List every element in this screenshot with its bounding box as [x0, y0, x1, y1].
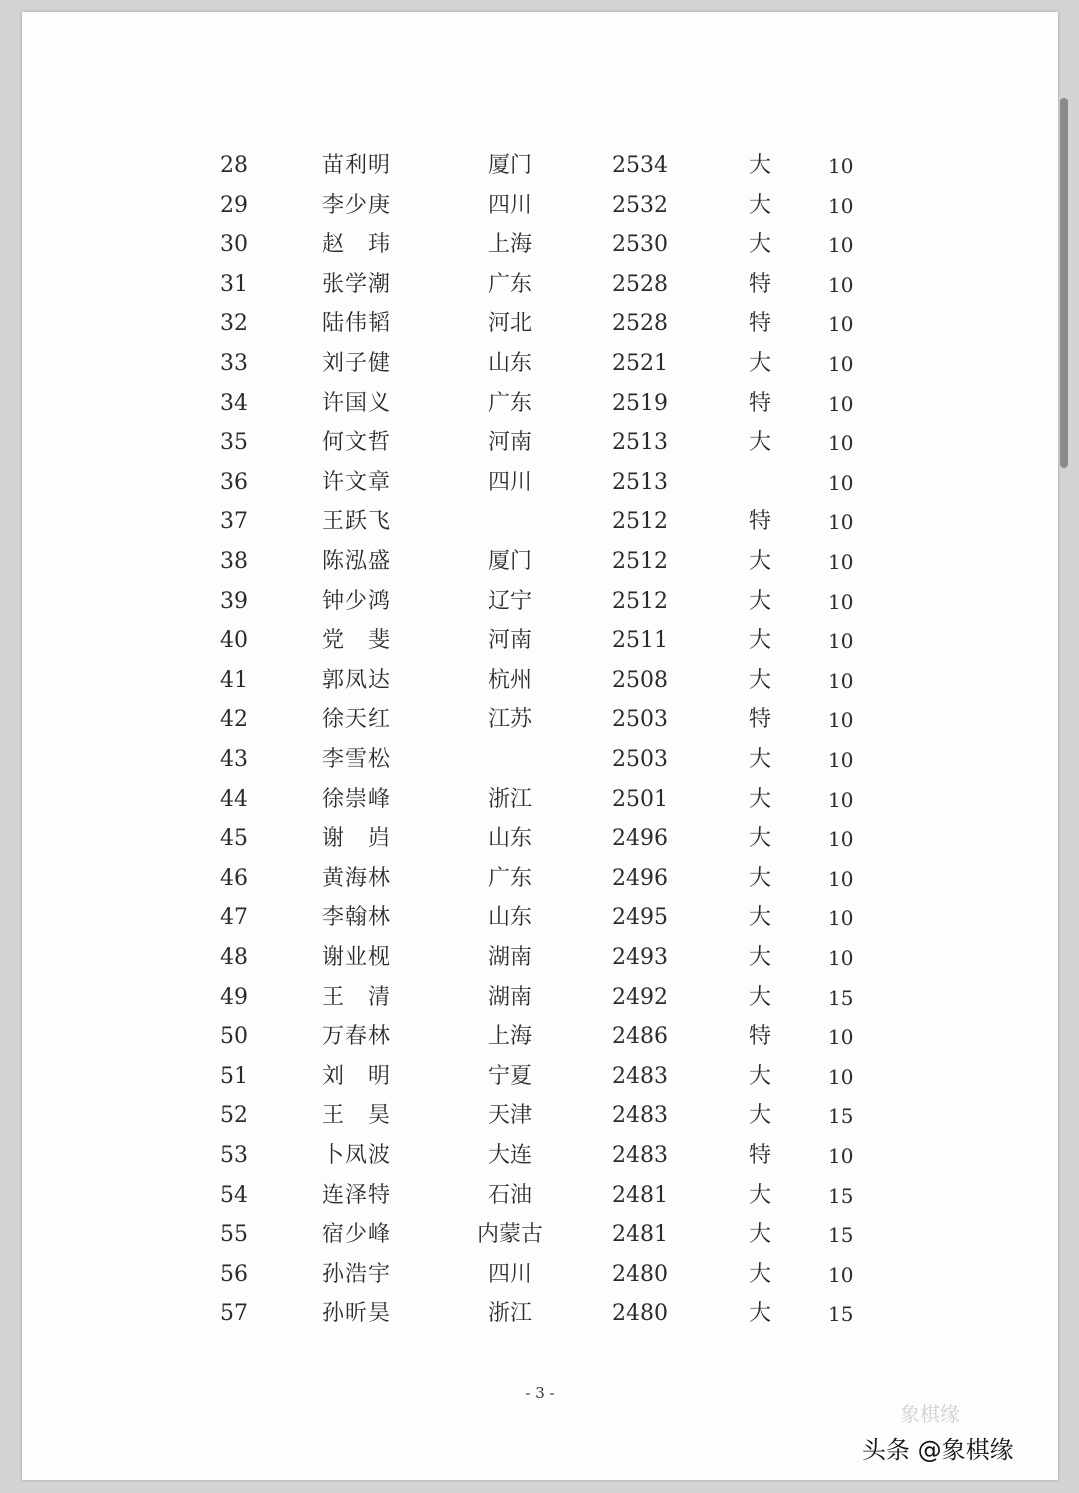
table-row — [22, 346, 1058, 382]
k-factor: 10 — [828, 589, 854, 614]
player-rating: 2481 — [612, 1182, 668, 1208]
player-title: 大 — [748, 826, 771, 852]
player-name: 刘子健 — [322, 351, 392, 376]
player-rating: 2483 — [612, 1143, 668, 1168]
player-region: 广东 — [487, 390, 532, 416]
player-rating: 2480 — [612, 1301, 668, 1327]
player-region: 湖南 — [487, 945, 532, 970]
player-region: 广东 — [487, 271, 532, 297]
k-factor: 15 — [828, 1104, 854, 1129]
player-rating: 2483 — [612, 1063, 668, 1089]
table-row — [22, 1296, 1058, 1332]
player-rating: 2496 — [612, 865, 668, 891]
player-rating: 2486 — [612, 1024, 668, 1050]
player-region: 广东 — [487, 865, 532, 891]
table-row — [22, 584, 1058, 620]
table-row — [22, 861, 1058, 897]
row-number: 55 — [220, 1222, 248, 1248]
row-number: 46 — [220, 865, 248, 891]
player-region: 四川 — [487, 1261, 532, 1287]
player-region: 四川 — [487, 469, 532, 495]
row-number: 57 — [220, 1301, 248, 1327]
row-number: 49 — [220, 984, 248, 1010]
player-name: 徐天红 — [322, 707, 392, 733]
row-number: 39 — [220, 588, 248, 614]
player-name: 张学潮 — [322, 271, 392, 297]
page-number: - 3 - — [525, 1384, 555, 1402]
player-rating: 2528 — [612, 271, 668, 297]
player-rating: 2528 — [612, 311, 668, 337]
player-name: 何文哲 — [322, 430, 392, 456]
row-number: 56 — [220, 1261, 248, 1287]
table-row — [22, 188, 1058, 224]
player-region: 江苏 — [487, 707, 532, 733]
player-region: 内蒙古 — [476, 1222, 543, 1248]
row-number: 37 — [220, 509, 248, 535]
table-row — [22, 980, 1058, 1016]
player-name: 李翰林 — [322, 905, 392, 931]
player-title: 大 — [748, 1301, 771, 1327]
player-region: 大连 — [487, 1143, 532, 1168]
k-factor: 10 — [828, 787, 854, 812]
table-row — [22, 821, 1058, 857]
table-row — [22, 702, 1058, 738]
player-title: 特 — [748, 707, 771, 733]
document-page — [22, 12, 1058, 1480]
player-name: 谢业枧 — [322, 945, 392, 970]
player-name: 苗利明 — [322, 153, 392, 178]
row-number: 52 — [220, 1103, 248, 1129]
row-number: 40 — [220, 628, 248, 654]
k-factor: 10 — [828, 510, 854, 535]
player-rating: 2512 — [612, 588, 668, 614]
player-region: 山东 — [487, 351, 532, 376]
player-title: 大 — [748, 984, 771, 1010]
player-title: 大 — [748, 588, 771, 614]
player-name: 王 清 — [322, 984, 392, 1010]
k-factor: 10 — [828, 431, 854, 456]
player-rating: 2508 — [612, 667, 668, 693]
row-number: 28 — [220, 153, 248, 178]
player-name: 谢 岿 — [322, 826, 392, 852]
player-region: 厦门 — [487, 549, 532, 574]
player-name: 钟少鸿 — [322, 588, 392, 614]
k-factor: 10 — [828, 906, 854, 931]
table-row — [22, 1059, 1058, 1095]
table-row — [22, 227, 1058, 263]
player-title: 特 — [748, 311, 771, 337]
player-region: 杭州 — [487, 667, 532, 693]
player-region: 浙江 — [487, 1301, 532, 1327]
player-region: 河北 — [487, 311, 532, 337]
table-row — [22, 1019, 1058, 1055]
player-name: 卜凤波 — [322, 1143, 392, 1168]
player-region: 河南 — [487, 430, 532, 456]
k-factor: 10 — [828, 391, 854, 416]
table-row — [22, 148, 1058, 184]
table-row — [22, 1257, 1058, 1293]
k-factor: 10 — [828, 233, 854, 258]
k-factor: 10 — [828, 154, 854, 178]
row-number: 32 — [220, 311, 248, 337]
player-rating: 2481 — [612, 1222, 668, 1248]
k-factor: 10 — [828, 352, 854, 376]
player-rating: 2503 — [612, 707, 668, 733]
rating-table — [22, 12, 1058, 1480]
player-title: 大 — [748, 786, 771, 812]
row-number: 44 — [220, 786, 248, 812]
row-number: 42 — [220, 707, 248, 733]
k-factor: 10 — [828, 748, 854, 772]
table-row — [22, 504, 1058, 540]
row-number: 33 — [220, 351, 248, 376]
player-name: 陈泓盛 — [322, 549, 392, 574]
player-name: 赵 玮 — [322, 232, 392, 258]
player-rating: 2495 — [612, 905, 668, 931]
player-rating: 2503 — [612, 747, 668, 772]
row-number: 36 — [220, 469, 248, 495]
player-region: 山东 — [487, 826, 532, 852]
player-title: 特 — [748, 271, 771, 297]
row-number: 31 — [220, 271, 248, 297]
player-name: 万春林 — [322, 1024, 392, 1050]
player-name: 连泽特 — [322, 1182, 392, 1208]
table-row — [22, 544, 1058, 580]
k-factor: 10 — [828, 312, 854, 337]
player-rating: 2483 — [612, 1103, 668, 1129]
k-factor: 15 — [828, 1223, 854, 1248]
player-region: 上海 — [487, 1024, 532, 1050]
player-name: 徐崇峰 — [322, 786, 392, 812]
player-title: 大 — [748, 232, 771, 258]
player-title: 大 — [748, 153, 771, 178]
player-region: 上海 — [487, 232, 532, 258]
player-title: 特 — [748, 1024, 771, 1050]
player-name: 陆伟韬 — [322, 311, 392, 337]
player-rating: 2512 — [612, 549, 668, 574]
player-region: 辽宁 — [487, 588, 532, 614]
player-title: 大 — [748, 351, 771, 376]
player-rating: 2519 — [612, 390, 668, 416]
faint-watermark: 象棋缘 — [900, 1402, 960, 1426]
row-number: 53 — [220, 1143, 248, 1168]
k-factor: 10 — [828, 866, 854, 891]
player-rating: 2513 — [612, 430, 668, 456]
player-name: 孙昕昊 — [322, 1301, 392, 1327]
player-name: 李少庚 — [322, 192, 392, 218]
k-factor: 10 — [828, 827, 854, 852]
k-factor: 10 — [828, 272, 854, 297]
table-row — [22, 1098, 1058, 1134]
player-title: 大 — [748, 1261, 771, 1287]
player-name: 许文章 — [322, 469, 392, 495]
k-factor: 10 — [828, 470, 854, 495]
player-title: 大 — [748, 1222, 771, 1248]
player-rating: 2512 — [612, 509, 668, 535]
k-factor: 15 — [828, 1302, 854, 1327]
player-title: 大 — [748, 1182, 771, 1208]
player-title: 大 — [748, 945, 771, 970]
source-watermark: 头条 @象棋缘 — [862, 1436, 1014, 1464]
player-rating: 2532 — [612, 192, 668, 218]
table-row — [22, 940, 1058, 976]
player-rating: 2513 — [612, 469, 668, 495]
table-row — [22, 386, 1058, 422]
row-number: 51 — [220, 1063, 248, 1089]
k-factor: 10 — [828, 946, 854, 970]
player-title: 大 — [748, 430, 771, 456]
k-factor: 10 — [828, 708, 854, 733]
k-factor: 10 — [828, 193, 854, 218]
row-number: 45 — [220, 826, 248, 852]
player-title: 大 — [748, 1063, 771, 1089]
player-region: 山东 — [487, 905, 532, 931]
k-factor: 15 — [828, 1183, 854, 1208]
player-rating: 2480 — [612, 1261, 668, 1287]
player-rating: 2530 — [612, 232, 668, 258]
table-row — [22, 1138, 1058, 1174]
table-row — [22, 742, 1058, 778]
player-name: 孙浩宇 — [322, 1261, 392, 1287]
player-title: 大 — [748, 747, 771, 772]
table-row — [22, 782, 1058, 818]
player-name: 党 斐 — [322, 628, 392, 654]
table-row — [22, 1217, 1058, 1253]
player-name: 黄海林 — [322, 865, 392, 891]
row-number: 34 — [220, 390, 248, 416]
table-row — [22, 663, 1058, 699]
row-number: 43 — [220, 747, 248, 772]
player-region: 石油 — [487, 1182, 532, 1208]
player-rating: 2521 — [612, 351, 668, 376]
player-title: 特 — [748, 1143, 771, 1168]
k-factor: 10 — [828, 550, 854, 574]
player-rating: 2492 — [612, 984, 668, 1010]
table-row — [22, 900, 1058, 936]
row-number: 29 — [220, 192, 248, 218]
player-region: 河南 — [487, 628, 532, 654]
player-title: 特 — [748, 509, 771, 535]
table-row — [22, 267, 1058, 303]
player-region: 宁夏 — [487, 1063, 532, 1089]
player-region: 浙江 — [487, 786, 532, 812]
player-name: 王跃飞 — [322, 509, 392, 535]
row-number: 35 — [220, 430, 248, 456]
k-factor: 15 — [828, 985, 854, 1010]
table-row — [22, 623, 1058, 659]
player-rating: 2501 — [612, 786, 668, 812]
player-name: 宿少峰 — [322, 1222, 392, 1248]
row-number: 41 — [220, 667, 248, 693]
player-region: 厦门 — [487, 153, 532, 178]
player-title: 大 — [748, 905, 771, 931]
player-region: 湖南 — [487, 984, 532, 1010]
player-title: 大 — [748, 628, 771, 654]
row-number: 47 — [220, 905, 248, 931]
row-number: 30 — [220, 232, 248, 258]
k-factor: 10 — [828, 1262, 854, 1287]
player-title: 大 — [748, 549, 771, 574]
table-row — [22, 1178, 1058, 1214]
player-title: 大 — [748, 1103, 771, 1129]
player-name: 李雪松 — [322, 747, 392, 772]
row-number: 50 — [220, 1024, 248, 1050]
player-rating: 2534 — [612, 153, 668, 178]
player-name: 许国义 — [322, 390, 392, 416]
player-rating: 2496 — [612, 826, 668, 852]
player-region: 四川 — [487, 192, 532, 218]
k-factor: 10 — [828, 1064, 854, 1089]
k-factor: 10 — [828, 1025, 854, 1050]
vertical-scrollbar[interactable] — [1060, 98, 1068, 468]
row-number: 54 — [220, 1182, 248, 1208]
k-factor: 10 — [828, 668, 854, 693]
table-row — [22, 425, 1058, 461]
player-name: 郭凤达 — [322, 667, 392, 693]
table-row — [22, 306, 1058, 342]
player-rating: 2493 — [612, 945, 668, 970]
row-number: 38 — [220, 549, 248, 574]
player-name: 王 昊 — [322, 1103, 392, 1129]
k-factor: 10 — [828, 629, 854, 654]
player-title: 大 — [748, 865, 771, 891]
row-number: 48 — [220, 945, 248, 970]
player-rating: 2511 — [612, 628, 668, 654]
player-region: 天津 — [487, 1103, 532, 1129]
table-row — [22, 465, 1058, 501]
k-factor: 10 — [828, 1144, 854, 1168]
player-title: 特 — [748, 390, 771, 416]
player-name: 刘 明 — [322, 1063, 392, 1089]
player-title: 大 — [748, 667, 771, 693]
player-title: 大 — [748, 192, 771, 218]
